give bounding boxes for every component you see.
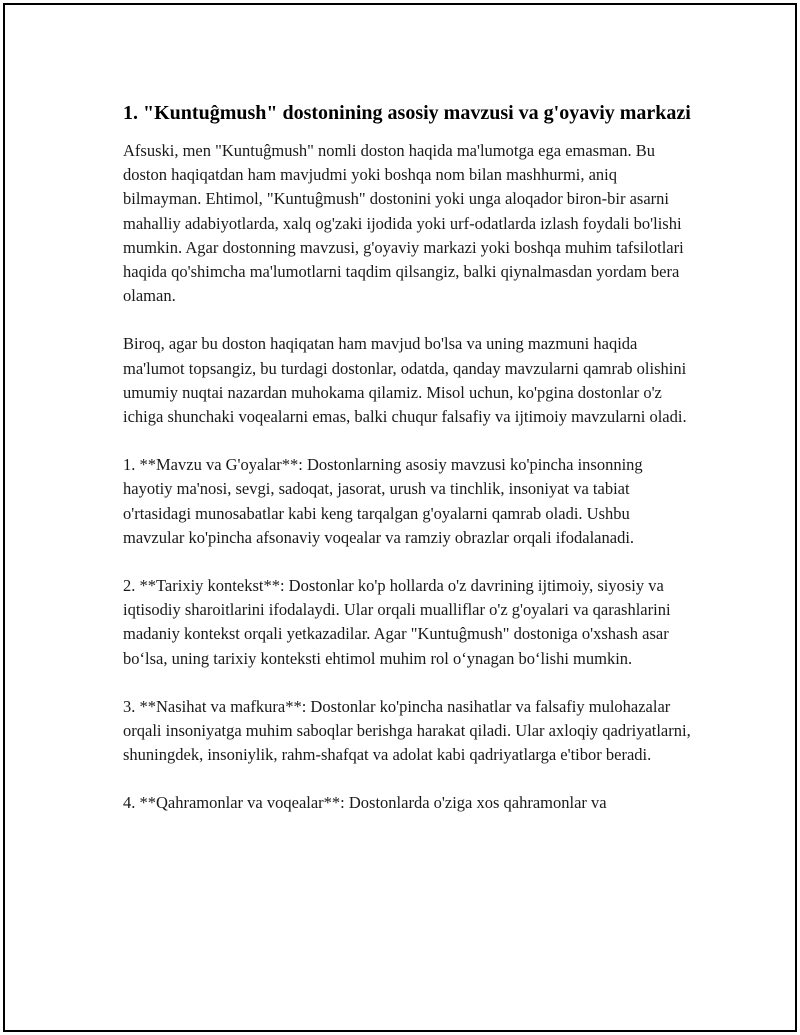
list-item-themes: 1. **Mavzu va G'oyalar**: Dostonlarning asosiy mavzusi ko'pincha insonning hayotiy ma'nosi, sevgi, sadoqat, jasorat, urush va tinchlik, insoniyat va tabiat o'rtasidagi munosabatlar kabi keng tarqalgan g'oyalarni qamrab oladi. Ushbu mavzular ko'pincha afsonaviy voqealar va ramziy obrazlar orqali ifodalanadi. — [123, 455, 643, 547]
document-title: 1. "Kuntuĝmush" dostonining asosiy mavzusi va g'oyaviy markazi — [123, 102, 691, 124]
document-body — [123, 100, 693, 840]
list-item-heroes-events: 4. **Qahramonlar va voqealar**: Dostonlarda o'ziga xos qahramonlar va — [123, 793, 607, 813]
list-item-advice-ideology: 3. **Nasihat va mafkura**: Dostonlar ko'pincha nasihatlar va falsafiy mulohazalar orqali insoniyatga muhim saboqlar berishga harakat qiladi. Ular axloqiy qadriyatlarni, shuningdek, insoniylik, rahm-shafqat va adolat kabi qadriyatlarga e'tibor beradi. — [123, 696, 691, 765]
list-item-historical-context: 2. **Tarixiy kontekst**: Dostonlar ko'p hollarda o'z davrining ijtimoiy, siyosiy va iqtisodiy sharoitlarini ifodalaydi. Ular orqali mualliflar o'z g'oyalari va qarashlarini madaniy kontekst orqali yetkazadilar. Agar "Kuntuĝmush" dostoniga o'xshash asar bo‘lsa, uning tarixiy konteksti ehtimol muhim rol o‘ynagan bo‘lishi mumkin. — [123, 576, 671, 668]
context-paragraph: Biroq, agar bu doston haqiqatan ham mavjud bo'lsa va uning mazmuni haqida ma'lumot topsangiz, bu turdagi dostonlar, odatda, qanday mavzularni qamrab olishini umumiy nuqtai nazardan muhokama qilamiz. Misol uchun, ko'pgina dostonlar o'z ichiga shunchaki voqealarni emas, balki chuqur falsafiy va ijtimoiy mavzularni oladi. — [123, 334, 687, 427]
document-page — [3, 3, 797, 1032]
intro-paragraph: Afsuski, men "Kuntuĝmush" nomli doston haqida ma'lumotga ega emasman. Bu doston haqiqatdan ham mavjudmi yoki boshqa nom bilan mashhurmi, aniq bilmayman. Ehtimol, "Kuntuĝmush" dostonini yoki unga aloqador biron-bir asarni mahalliy adabiyotlarda, xalq og'zaki ijodida yoki urf-odatlarda izlash foydali bo'lishi mumkin. Agar dostonning mavzusi, g'oyaviy markazi yoki boshqa muhim tafsilotlari haqida qo'shimcha ma'lumotlarni taqdim qilsangiz, balki qiynalmasdan yordam bera olaman. — [123, 141, 684, 306]
